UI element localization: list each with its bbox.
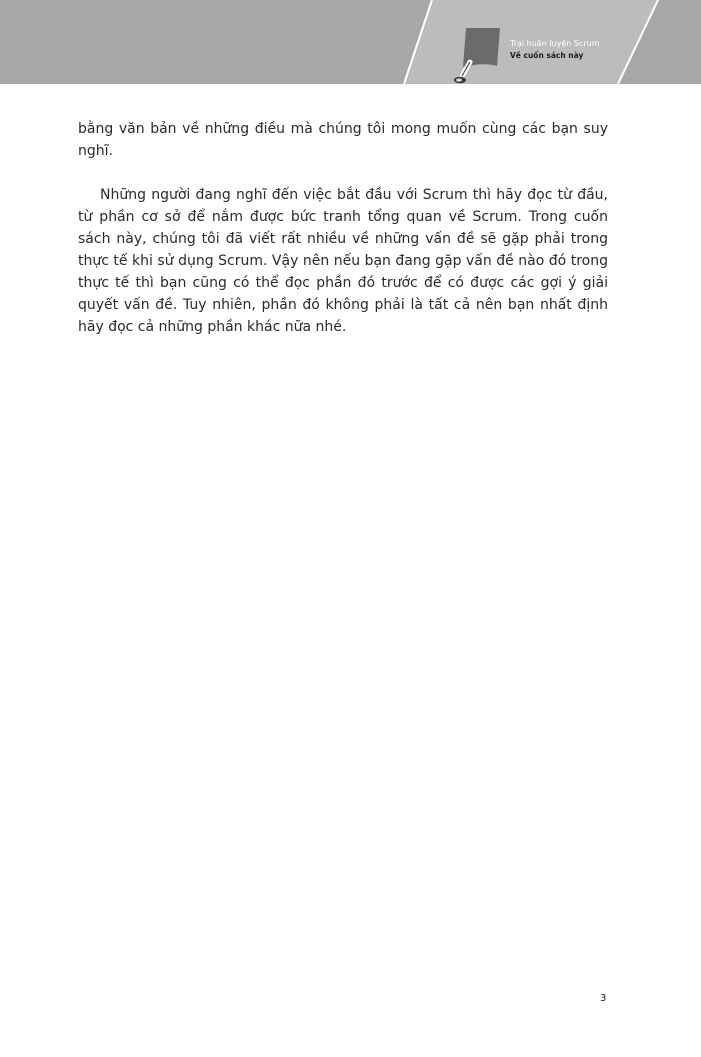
header-section-title: Về cuốn sách này <box>510 51 584 60</box>
paragraph-2: Những người đang nghĩ đến việc bắt đầu với Scrum thì hãy đọc từ đầu, từ phần cơ sở để nắm được bức tranh tổng quan về Scrum. Trong cuốn sách này, chúng tôi đã viết rất nhiều về những vấn đề sẽ gặp phải trong thực tế khi sử dụng Scrum. Vậy nên nếu bạn đang gặp vấn đề nào đó trong thực tế thì bạn cũng có thể đọc phần đó trước để có được các gợi ý giải quyết vấn đề. Tuy nhiên, phần đó không phải là tất cả nên bạn nhất định hãy đọc cả những phần khác nữa nhé. <box>78 187 608 335</box>
header-series-title: Trại huấn luyện Scrum <box>510 39 600 48</box>
page-number: 3 <box>600 993 607 1004</box>
header-title-block <box>510 38 600 62</box>
page-header <box>0 0 701 84</box>
body-text <box>78 118 608 338</box>
paragraph-1: bằng văn bản về những điều mà chúng tôi mong muốn cùng các bạn suy nghĩ. <box>78 121 608 159</box>
